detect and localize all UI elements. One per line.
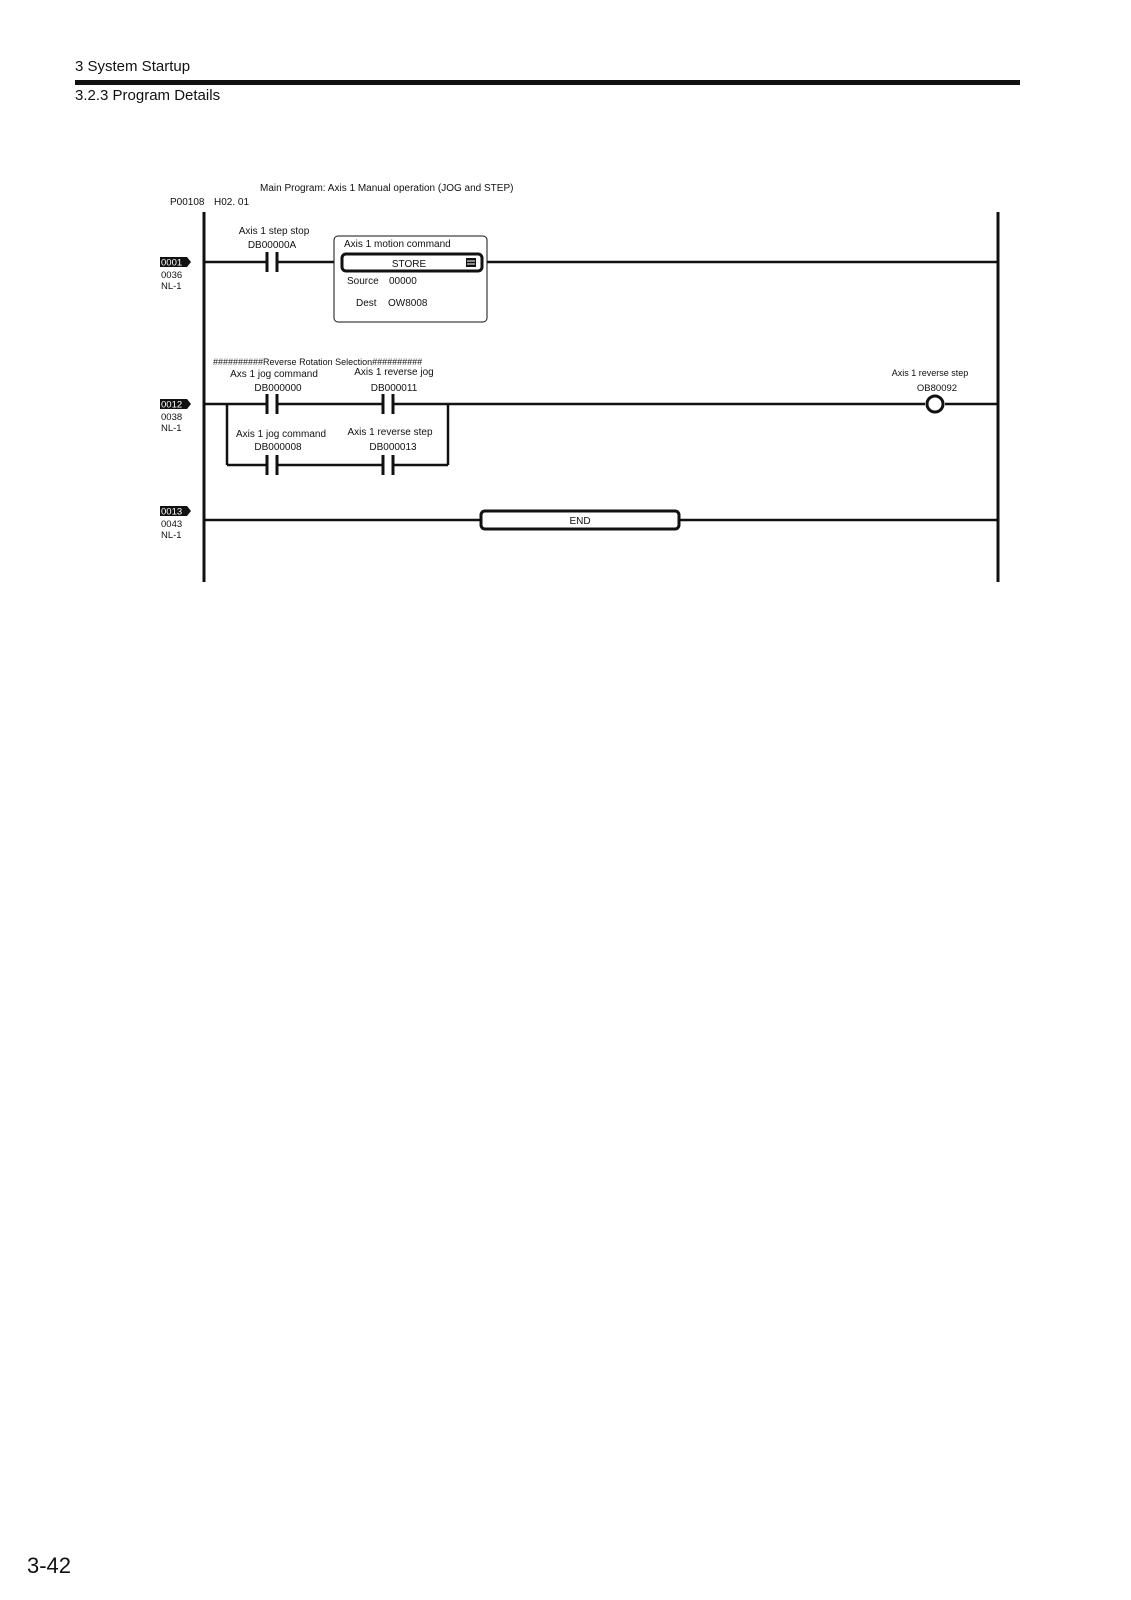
rung-comment: ##########Reverse Rotation Selection########## <box>213 357 423 367</box>
rung-number: 0001 <box>161 257 183 269</box>
rung-step: 0043 <box>161 519 183 530</box>
end-instruction: END <box>569 516 591 527</box>
rung-number: 0013 <box>161 506 183 518</box>
rung-0012 <box>160 357 998 475</box>
source-value: 00000 <box>389 276 417 287</box>
section-heading: 3.2.3 Program Details <box>75 87 221 104</box>
contact-reverse-step <box>383 455 393 475</box>
diagram-title: Main Program: Axis 1 Manual operation (JOG and STEP) <box>260 183 514 194</box>
contact-reverse-jog <box>383 394 393 414</box>
block-instruction: STORE <box>391 259 427 270</box>
contact-a-label: Axs 1 jog command <box>230 369 318 380</box>
contact-a-address: DB000000 <box>254 383 302 394</box>
contact-c-label: Axis 1 jog command <box>235 429 327 440</box>
coil-reverse-step <box>927 396 943 412</box>
dest-label: Dest <box>356 298 377 309</box>
rung-nest-level: NL-1 <box>161 423 182 434</box>
rung-0013 <box>160 506 998 541</box>
source-label: Source <box>347 276 379 287</box>
coil-address: OB80092 <box>916 383 958 394</box>
contact-b-address: DB000011 <box>370 383 418 394</box>
coil-label: Axis 1 reverse step <box>891 368 969 378</box>
contact-step-stop <box>267 252 277 272</box>
rung-step: 0038 <box>161 412 183 423</box>
rung-nest-level: NL-1 <box>161 281 182 292</box>
contact-c-address: DB000008 <box>254 442 302 453</box>
rung-number: 0012 <box>161 399 183 411</box>
block-title: Axis 1 motion command <box>344 239 451 250</box>
contact-label: Axis 1 step stop <box>238 226 310 237</box>
contact-address: DB00000A <box>247 240 297 251</box>
contact-d-label: Axis 1 reverse step <box>347 427 433 438</box>
contact-jog-command <box>267 394 277 414</box>
program-version: H02. 01 <box>214 197 250 208</box>
contact-jog-command-branch <box>267 455 277 475</box>
instruction-detail-icon <box>466 258 476 267</box>
rung-0001 <box>160 226 998 322</box>
chapter-heading: 3 System Startup <box>75 58 191 75</box>
program-id: P00108 <box>170 197 205 208</box>
dest-value: OW8008 <box>388 298 428 309</box>
contact-b-label: Axis 1 reverse jog <box>354 367 434 378</box>
contact-d-address: DB000013 <box>369 442 417 453</box>
rung-nest-level: NL-1 <box>161 530 182 541</box>
store-block <box>334 236 487 322</box>
rung-step: 0036 <box>161 270 183 281</box>
page-number: 3-42 <box>27 1553 72 1578</box>
